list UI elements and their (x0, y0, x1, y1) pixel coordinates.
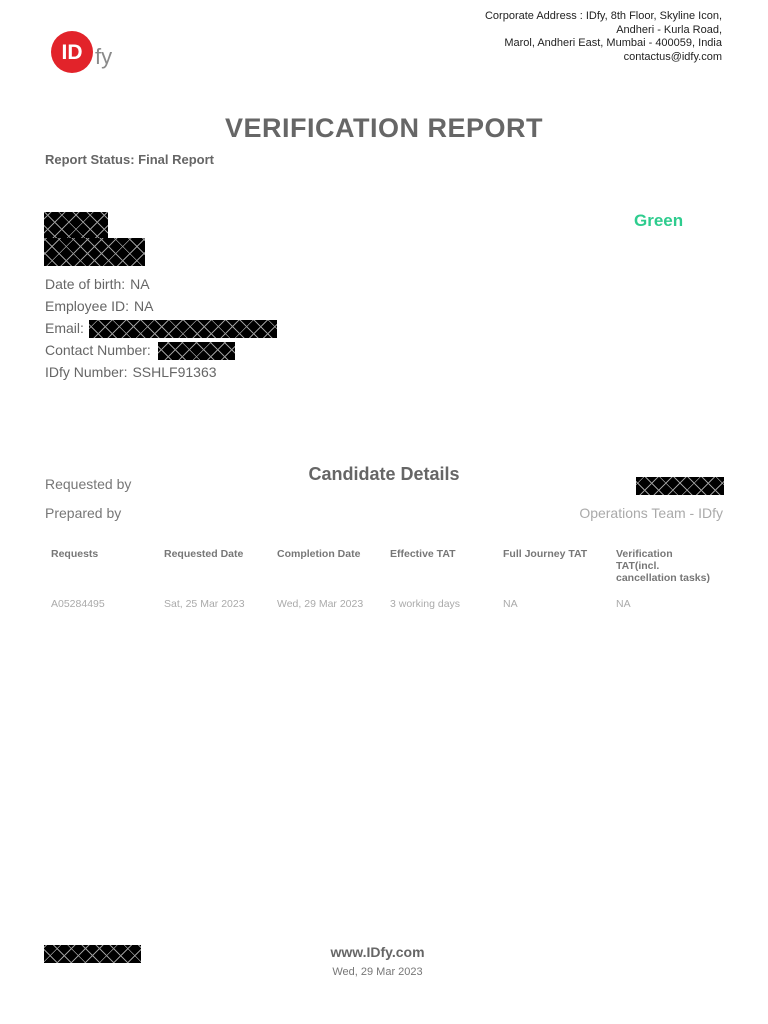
table-header-row (45, 546, 723, 588)
report-status: Report Status: Final Report (45, 152, 215, 167)
redacted-candidate-name (44, 212, 108, 239)
footer-date: Wed, 29 Mar 2023 (332, 966, 423, 978)
request-id-cell: A05284495 (51, 598, 105, 610)
full-journey-tat-cell: NA (503, 598, 518, 610)
requests-table (45, 546, 723, 620)
employee-id-label: Employee ID: (45, 298, 130, 314)
report-title: VERIFICATION REPORT (224, 113, 543, 143)
svg-text:ID: ID (61, 41, 83, 64)
dob-row (45, 276, 150, 292)
address-line: Marol, Andheri East, Mumbai - 400059, India (504, 37, 722, 49)
idfy-number-row (45, 364, 217, 380)
employee-id-row (45, 298, 154, 314)
prepared-by-value: Operations Team - IDfy (579, 505, 723, 521)
address-line: Andheri - Kurla Road, (616, 23, 722, 36)
table-row (45, 588, 723, 620)
prepared-by-label: Prepared by (45, 505, 122, 521)
contact-label: Contact Number: (45, 342, 151, 358)
completion-date-cell: Wed, 29 Mar 2023 (277, 598, 364, 610)
column-header: Effective TAT (390, 548, 456, 560)
footer-website-link[interactable]: www.IDfy.com (330, 944, 425, 960)
redacted-contact-number (158, 342, 235, 360)
email-row (45, 320, 89, 336)
dob-value: NA (130, 276, 150, 292)
verification-tat-cell: NA (616, 598, 631, 610)
overall-status-badge: Green (634, 211, 684, 230)
candidate-details-heading: Candidate Details (308, 464, 460, 484)
redacted-candidate-name (44, 238, 145, 266)
contact-email-link[interactable]: contactus@idfy.com (623, 50, 722, 63)
column-header: Full Journey TAT (503, 548, 588, 560)
redacted-email (89, 320, 277, 338)
column-header: Verification TAT(incl. cancellation tasks) (616, 548, 710, 584)
requested-by-label: Requested by (45, 476, 132, 492)
employee-id-value: NA (134, 298, 154, 314)
column-header: Requested Date (164, 548, 244, 560)
corporate-address (402, 10, 722, 64)
effective-tat-cell: 3 working days (390, 598, 461, 610)
address-line: Corporate Address : IDfy, 8th Floor, Skyline Icon, (484, 10, 722, 22)
idfy-logo (50, 28, 122, 76)
email-label: Email: (45, 320, 84, 336)
column-header: Requests (51, 548, 99, 560)
column-header: Completion Date (277, 548, 361, 560)
redacted-requested-by (636, 477, 724, 495)
svg-text:fy: fy (95, 44, 113, 69)
contact-row (45, 342, 156, 358)
idfy-number-label: IDfy Number: (45, 364, 128, 380)
dob-label: Date of birth: (45, 276, 126, 292)
idfy-number-value: SSHLF91363 (132, 364, 217, 380)
requested-date-cell: Sat, 25 Mar 2023 (164, 598, 245, 610)
